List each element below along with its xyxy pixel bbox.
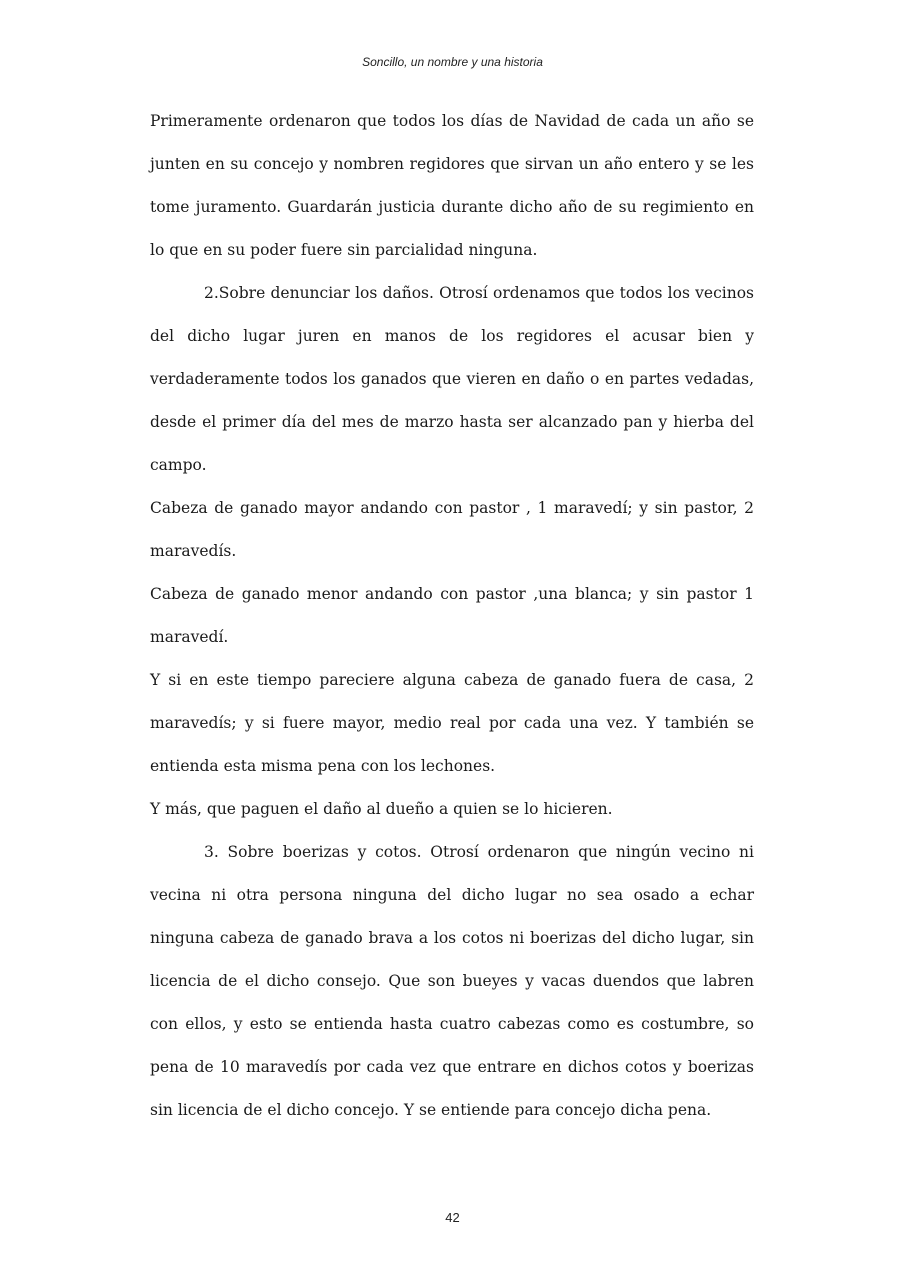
- paragraph-ganado-menor: Cabeza de ganado menor andando con pastor ,una blanca; y sin pastor 1 maravedí.: [150, 585, 754, 646]
- paragraph-pago-dano: Y más, que paguen el daño al dueño a quien se lo hicieren.: [150, 800, 613, 818]
- page-number: 42: [445, 1210, 460, 1225]
- paragraph-section-2: 2.Sobre denunciar los daños. Otrosí ordenamos que todos los vecinos del dicho lugar juren en manos de los regidores el acusar bien y verdaderamente todos los ganados que vieren en daño o en partes vedadas, desde el primer día del mes de marzo hasta ser alcanzado pan y hierba del campo.: [150, 284, 754, 474]
- paragraph-intro: Primeramente ordenaron que todos los días de Navidad de cada un año se junten en su concejo y nombren regidores que sirvan un año entero y se les tome juramento. Guardarán justicia durante dicho año de su regimiento en lo que en su poder fuere sin parcialidad ninguna.: [150, 112, 754, 259]
- body-text: [150, 100, 754, 1132]
- paragraph-section-3: 3. Sobre boerizas y cotos. Otrosí ordenaron que ningún vecino ni vecina ni otra persona ninguna del dicho lugar no sea osado a echar ninguna cabeza de ganado brava a los cotos ni boerizas del dicho lugar, sin licencia de el dicho consejo. Que son bueyes y vacas duendos que labren con ellos, y esto se entienda hasta cuatro cabezas como es costumbre, so pena de 10 maravedís por cada vez que entrare en dichos cotos y boerizas sin licencia de el dicho concejo. Y se entiende para concejo dicha pena.: [150, 843, 754, 1119]
- paragraph-ganado-mayor: Cabeza de ganado mayor andando con pastor , 1 maravedí; y sin pastor, 2 maravedís.: [150, 499, 754, 560]
- paragraph-fuera-de-casa: Y si en este tiempo pareciere alguna cabeza de ganado fuera de casa, 2 maravedís; y si fuere mayor, medio real por cada una vez. Y también se entienda esta misma pena con los lechones.: [150, 671, 754, 775]
- running-header: Soncillo, un nombre y una historia: [362, 55, 543, 69]
